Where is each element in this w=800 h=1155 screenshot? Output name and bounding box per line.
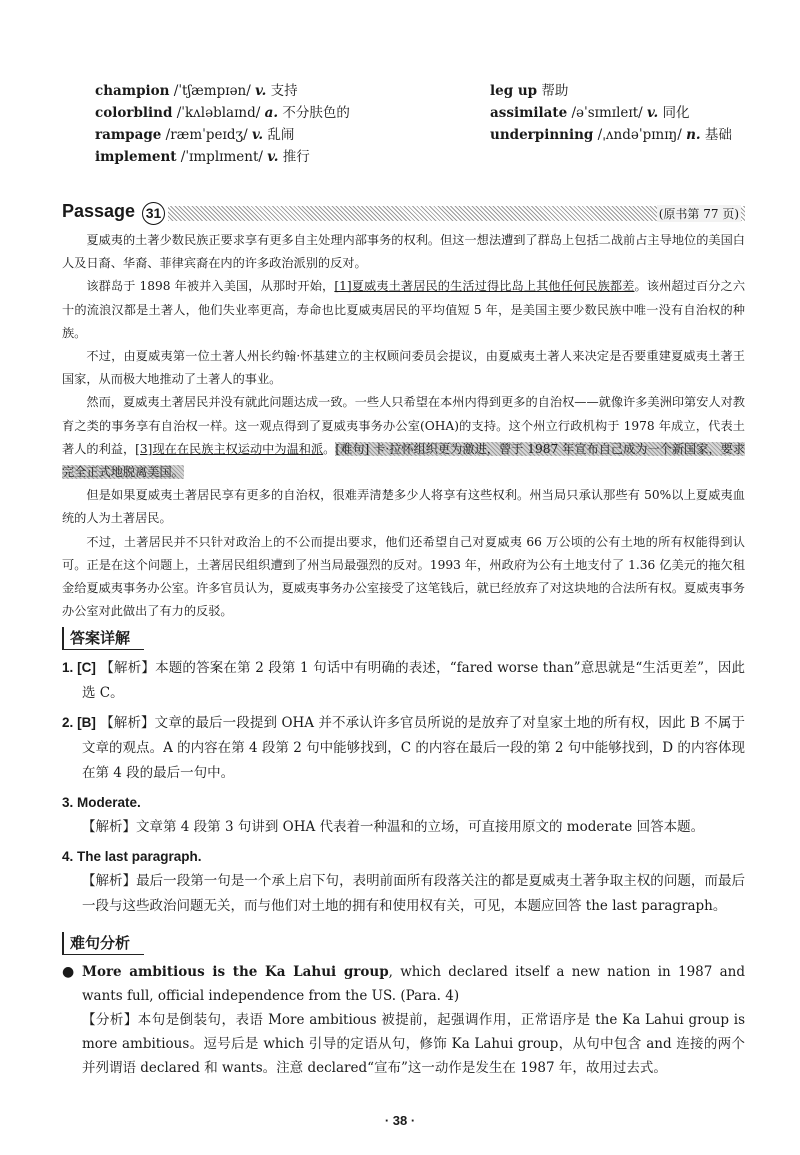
difficult-sentence-heading: 难句分析 xyxy=(62,932,144,955)
translation-paragraph: 夏威夷的土著少数民族正要求享有更多自主处理内部事务的权利。但这一想法遭到了群岛上包括二战前占主导地位的美国白人及日裔、华裔、菲律宾裔在内的许多政治派别的反对。 xyxy=(62,233,745,271)
translation-paragraph: 然而，夏威夷土著居民并没有就此问题达成一致。一些人只希望在本州内得到更多的自治权——就像许多美洲印第安人对教育之类的事务享有自治权一样。这一观点得到了夏威夷事务办公室(OHA)的支持。这个州立行政机构于 1978 年成立，代表土著人的利益，[3]现在在民族主权运动中为温和派。[难句] 卡·拉怀组织更为激进，曾于 1987 年宣布自己成为一个新国家，要求完全正式地脱离美国。 xyxy=(62,395,746,480)
passage-header xyxy=(62,203,745,225)
vocab-entry: champion /ˈtʃæmpɪən/ v. 支持 xyxy=(95,83,298,99)
answer-item: 3. Moderate. 【解析】文章第 4 段第 3 句讲到 OHA 代表着一种温和的立场，可直接用原文的 moderate 回答本题。 xyxy=(62,795,705,835)
answer-item: 2. [B] 【解析】文章的最后一段提到 OHA 并不承认许多官员所说的是放弃了对皇家土地的所有权，因此 B 不属于文章的观点。A 的内容在第 4 段第 2 句中能够找到，C 的内容在最后一段的第 2 句中能够找到，D 的内容体现在第 4 段的最后一句中。 xyxy=(62,715,746,781)
sentence-analysis: 【分析】本句是倒装句，表语 More ambitious 被提前，起强调作用，正常语序是 the Ka Lahui group is more ambitious。逗号后是 which 引导的定语从句，修饰 Ka Lahui group，从句中包含 and 连接的两个并列谓语 declared 和 wants。注意 declared“宣布”这一动作是发生在 1987 年，故用过去式。 xyxy=(82,1012,745,1076)
passage-translation xyxy=(62,229,745,623)
bullet-icon: ● xyxy=(62,964,75,980)
translation-paragraph: 该群岛于 1898 年被并入美国，从那时开始，[1]夏威夷土著居民的生活过得比岛上其他任何民族都差。该州超过百分之六十的流浪汉都是土著人，他们失业率更高，寿命也比夏威夷居民的平均值短 5 年，是美国主要少数民族中唯一没有自治权的种族。 xyxy=(62,279,746,340)
translation-paragraph: 但是如果夏威夷土著居民享有更多的自治权，很难弄清楚多少人将享有这些权利。州当局只承认那些有 50%以上夏威夷血统的人为土著居民。 xyxy=(62,488,745,526)
vocab-entry: underpinning /ˌʌndəˈpɪnɪŋ/ n. 基础 xyxy=(490,127,732,143)
answer-explanations xyxy=(62,655,745,923)
answer-item: 1. [C] 【解析】本题的答案在第 2 段第 1 句话中有明确的表述，“fared worse than”意思就是“生活更差”，因此选 C。 xyxy=(62,660,746,701)
shaded-difficult-sentence: [难句] 卡·拉怀组织更为激进，曾于 1987 年宣布自己成为一个新国家，要求完全正式地脱离美国。 xyxy=(62,441,746,480)
vocabulary-right-column xyxy=(490,80,732,146)
example-sentence: ● More ambitious is the Ka Lahui group, which declared itself a new nation in 1987 and wants full, official independence from the US. (Para. 4) xyxy=(62,960,745,1008)
vocab-entry: leg up 帮助 xyxy=(490,83,569,99)
page-number: · 38 · xyxy=(384,1113,416,1128)
vocab-entry: assimilate /əˈsɪmɪleɪt/ v. 同化 xyxy=(490,105,690,121)
vocabulary-left-column xyxy=(95,80,350,168)
answers-heading: 答案详解 xyxy=(62,627,144,650)
source-page-reference: (原书第 77 页) xyxy=(658,207,739,221)
passage-title: Passage xyxy=(62,201,136,221)
vocab-entry: rampage /ræmˈpeɪdʒ/ v. 乱闹 xyxy=(95,127,295,143)
underlined-sentence: [3]现在在民族主权运动中为温和派 xyxy=(135,441,324,456)
difficult-sentence-analysis xyxy=(62,960,745,1080)
translation-paragraph: 不过，由夏威夷第一位土著人州长约翰·怀基建立的主权顾问委员会提议，由夏威夷土著人来决定是否要重建夏威夷土著王国家，从而极大地推动了土著人的事业。 xyxy=(62,349,745,387)
underlined-sentence: [1]夏威夷土著居民的生活过得比岛上其他任何民族都差 xyxy=(334,279,635,294)
passage-number-badge: 31 xyxy=(142,202,165,225)
translation-paragraph: 不过，土著居民并不只针对政治上的不公而提出要求，他们还希望自己对夏威夷 66 万公顷的公有土地的所有权能得到认可。正是在这个问题上，土著居民组织遭到了州当局最强烈的反对。1993 年，州政府为公有土地支付了 1.36 亿美元的拖欠租金给夏威夷事务办公室。许多官员认为，夏威夷事务办公室接受了这笔钱后，就已经放弃了对这块地的合法所有权。夏威夷事务办公室对此做出了有力的反驳。 xyxy=(62,534,745,619)
answer-item: 4. The last paragraph. 【解析】最后一段第一句是一个承上启下句，表明前面所有段落关注的都是夏威夷土著争取主权的问题，而最后一段与这些政治问题无关，而与他们对土地的拥有和使用权有关，可见，本题应回答 the last paragraph。 xyxy=(62,849,745,914)
vocab-entry: implement /ˈɪmplɪment/ v. 推行 xyxy=(95,149,310,165)
vocab-entry: colorblind /ˈkʌləblaɪnd/ a. 不分肤色的 xyxy=(95,105,350,121)
